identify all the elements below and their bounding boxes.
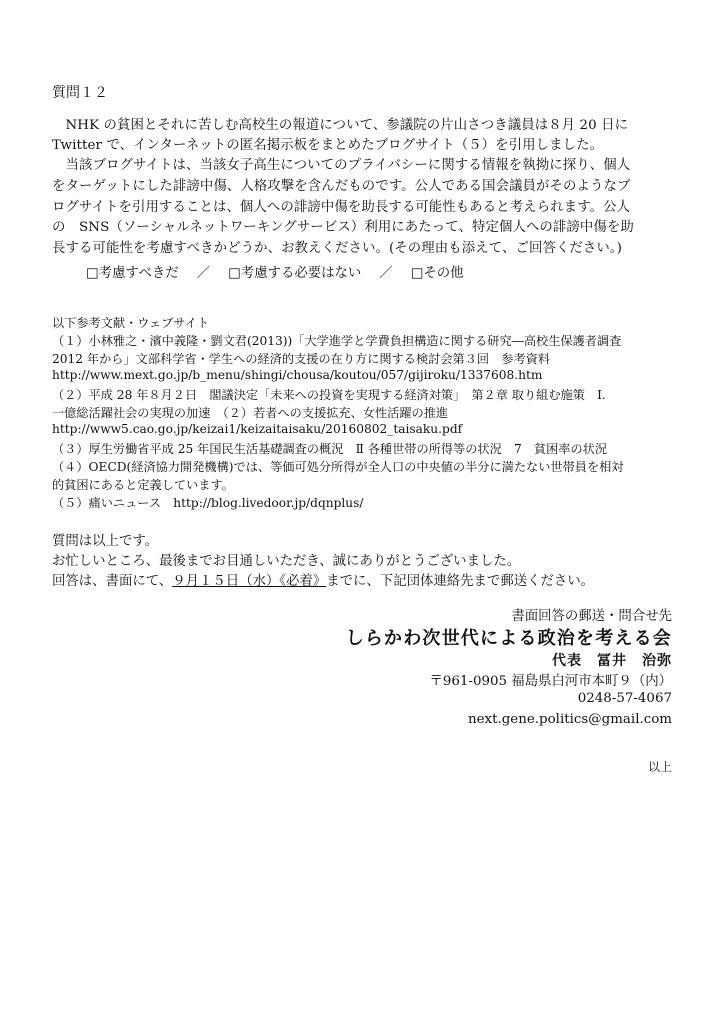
reference-line: 的貧困にあると定義しています。 xyxy=(52,478,234,492)
question-line: ログサイトを引用することは、個人への誹謗中傷を助長する可能性もあると考えられます。公人 xyxy=(52,200,631,215)
reference-line: （４）OECD(経済協力開発機構)では、等価可処分所得が全人口の中央値の半分に満たない世帯員を相対 xyxy=(52,460,624,474)
contact-label: 書面回答の郵送・問合せ先 xyxy=(511,609,672,624)
question-line: をターゲットにした誹謗中傷、人格攻撃を含んだものです。公人である国会議員がそのようなブ xyxy=(52,179,631,194)
reference-line: （５）痛いニュース http://blog.livedoor.jp/dqnplus/ xyxy=(52,496,364,510)
email-address[interactable]: next.gene.politics@gmail.com xyxy=(468,712,672,727)
question-line: 当該ブログサイトは、当該女子高生についてのプライバシーに関する情報を執拗に探り、個人 xyxy=(52,158,631,173)
reference-line: （２）平成 28 年８月２日 閣議決定「未来への投資を実現する経済対策」 第２章 取り組む施策 Ⅰ. xyxy=(52,388,606,402)
closing-text: までに、下記団体連絡先まで郵送ください。 xyxy=(326,574,595,589)
references-heading: 以下参考文献・ウェブサイト xyxy=(52,316,210,330)
deadline: ９月１５日（水）《必着》 xyxy=(172,574,327,589)
option-other[interactable]: □その他 xyxy=(410,266,464,281)
closing-line: 質問は以上です。 xyxy=(52,534,159,549)
question-line: 長する可能性を考慮すべきかどうか、お教えください。(その理由も添えて、ご回答ください。) xyxy=(52,241,623,256)
question-line: NHK の貧困とそれに苦しむ高校生の報道について、参議院の片山さつき議員は８月 20 日に xyxy=(52,118,629,133)
option-separator: ／ xyxy=(196,266,211,281)
address: 〒961-0905 福島県白河市本町９（内） xyxy=(429,674,672,689)
closing-deadline-line xyxy=(52,570,594,589)
reference-line: 2012 年から」文部科学省・学生への経済的支援の在り方に関する検討会第３回 参考資料 xyxy=(52,352,551,366)
reference-url[interactable]: http://www5.cao.go.jp/keizai1/keizaitaisaku/20160802_taisaku.pdf xyxy=(52,422,463,436)
option-should-consider[interactable]: □考慮すべきだ xyxy=(86,266,179,281)
question-line: Twitter で、インターネットの匿名掲示板をまとめたブログサイト（５）を引用しました。 xyxy=(52,138,604,153)
option-separator: ／ xyxy=(379,266,393,281)
reference-line: 一億総活躍社会の実現の加速 （２）若者への支援拡充、女性活躍の推進 xyxy=(52,406,449,420)
end-mark: 以上 xyxy=(647,760,672,774)
representative: 代表 冨井 治弥 xyxy=(552,653,672,669)
reference-line: （３）厚生労働省平成 25 年国民生活基礎調査の概況 Ⅱ 各種世帯の所得等の状況 7 貧困率の状況 xyxy=(52,442,608,456)
closing-text: 回答は、書面にて、 xyxy=(52,574,173,589)
closing-line: お忙しいところ、最後までお目通しいただき、誠にありがとうございました。 xyxy=(52,554,521,569)
option-not-necessary[interactable]: □考慮する必要はない xyxy=(228,266,362,281)
phone-number: 0248-57-4067 xyxy=(577,691,672,706)
organization-name: しらかわ次世代による政治を考える会 xyxy=(345,628,672,649)
reference-line: （１）小林雅之・濱中義隆・劉文君(2013))「大学進学と学費負担構造に関する研究―高校生保護者調査 xyxy=(52,334,622,348)
question-title: 質問１２ xyxy=(52,85,108,101)
answer-options xyxy=(86,262,464,281)
question-line: の SNS（ソーシャルネットワーキングサービス）利用にあたって、特定個人への誹謗中傷を助 xyxy=(52,220,634,235)
reference-url[interactable]: http://www.mext.go.jp/b_menu/shingi/chousa/koutou/057/gijiroku/1337608.htm xyxy=(52,368,543,382)
